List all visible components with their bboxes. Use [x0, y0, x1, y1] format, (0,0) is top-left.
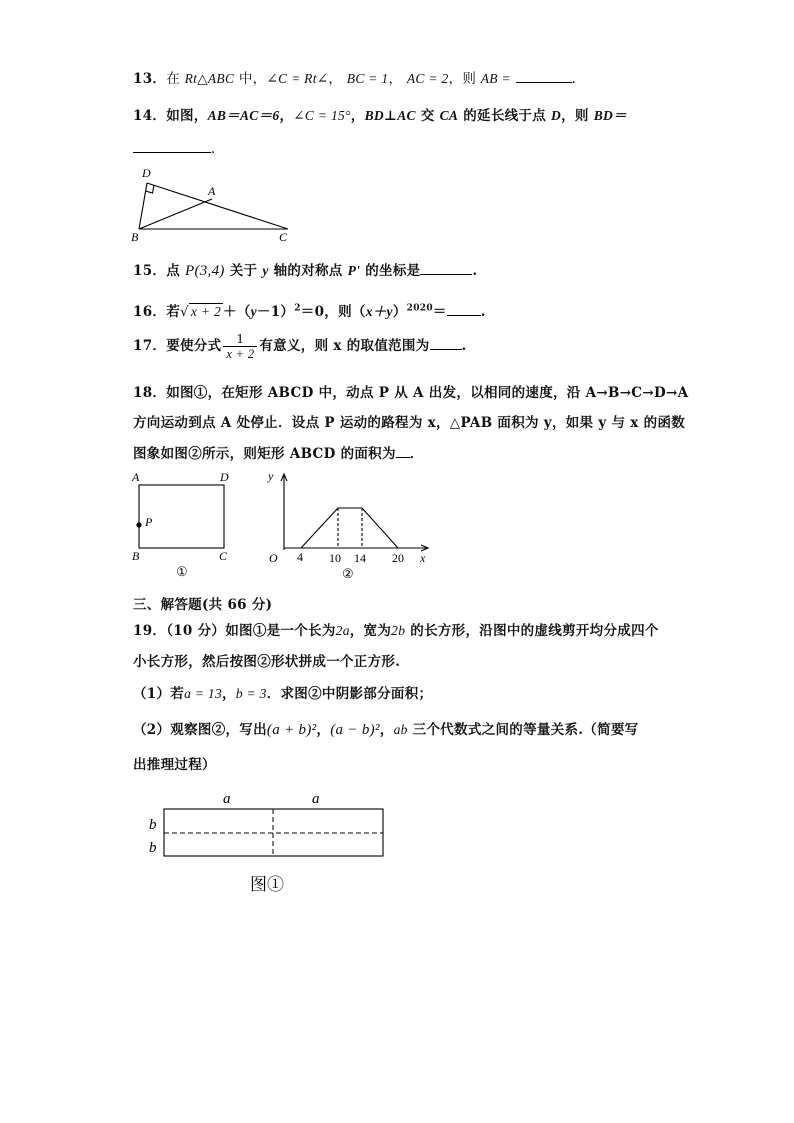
q14-label-c: C — [279, 230, 288, 244]
q18-axis-x-label: x — [420, 551, 426, 565]
q19-text-2: ，宽为 — [349, 623, 392, 639]
q14-text-4: 交 — [415, 108, 440, 124]
q19-text-1: 如图①是一个长为 — [225, 623, 336, 639]
q19-p2-expr-3: ab — [393, 722, 408, 737]
q13-number: 13． — [133, 71, 167, 87]
q18-tick-10: 10 — [329, 551, 341, 565]
q13-answer-blank[interactable] — [516, 70, 572, 83]
q13-text-5: ，则 — [448, 71, 481, 87]
q18-label-c: C — [219, 549, 228, 563]
question-19-part-2 — [133, 718, 638, 739]
q13-text-4: ， — [388, 71, 403, 87]
q13-end: . — [571, 71, 577, 87]
q16-number: 16． — [133, 304, 167, 320]
question-18-line-1 — [133, 381, 688, 401]
q18-line-1: 如图①，在矩形 ABCD 中，动点 P 从 A 出发，以相同的速度，沿 A→B→C→D→A — [166, 385, 689, 401]
q19-label-b-bottom: b — [149, 840, 157, 856]
q14-d: D — [551, 108, 562, 123]
q14-text-5: 的延长线于点 — [458, 108, 552, 124]
q14-ab-ac: AB＝AC＝6 — [207, 108, 280, 123]
q19-p2-expr-2: (a − b)² — [330, 722, 380, 738]
question-13 — [133, 67, 576, 87]
q18-figure-1 — [128, 468, 238, 583]
q17-text-1: 要使分式 — [166, 338, 222, 354]
q14-number: 14． — [133, 108, 167, 124]
q14-label-a: A — [208, 184, 216, 198]
question-18-line-3 — [133, 442, 424, 462]
q14-segment-db — [139, 183, 147, 229]
q14-text-3: ， — [350, 108, 365, 124]
q18-line-3: 图象如图②所示，则矩形 ABCD 的面积为 — [133, 446, 396, 462]
section-3-heading — [133, 593, 272, 613]
q18-axis-y-label: y — [268, 469, 274, 483]
q14-bd-perp: BD⊥AC — [364, 108, 416, 123]
q16-y: y — [250, 304, 257, 319]
q15-text-3: 轴的对称点 — [268, 263, 348, 279]
q14-label-b: B — [131, 230, 139, 244]
section-3-title: 三、解答题(共 66 分) — [133, 597, 273, 613]
q14-answer-line — [133, 140, 216, 157]
q15-y: y — [262, 263, 269, 278]
q19-2b: 2b — [391, 623, 406, 638]
q18-label-a: A — [132, 470, 140, 484]
question-16 — [133, 300, 486, 320]
q19-label-a-left: a — [223, 791, 231, 807]
question-14 — [133, 104, 627, 124]
q19-p2-text-a: （2）观察图②，写出 — [133, 722, 267, 738]
q15-text-2: 关于 — [224, 263, 263, 279]
q18-figure-2-graph — [262, 468, 434, 583]
q16-text-2: ＋（ — [223, 304, 251, 320]
q14-text-2: ， — [279, 108, 294, 124]
q18-line-2: 方向运动到点 A 处停止．设点 P 运动的路程为 x，△PAB 面积为 y，如果 y 与 x 的函数 — [133, 415, 686, 431]
q19-text-3: 的长方形，沿图中的虚线剪开均分成四个 — [405, 623, 659, 639]
q14-answer-blank[interactable] — [133, 140, 211, 153]
q16-text-6: ＝ — [432, 304, 447, 320]
q19-p2-expr-1: (a + b)² — [266, 722, 317, 738]
q17-denominator: x + 2 — [226, 347, 255, 361]
q18-label-d: D — [220, 470, 229, 484]
q14-label-d: D — [142, 166, 151, 180]
q18-answer-blank[interactable] — [396, 445, 410, 458]
q17-answer-blank[interactable] — [430, 337, 462, 350]
q14-end: . — [211, 141, 216, 157]
q15-answer-blank[interactable] — [420, 262, 472, 275]
q17-text-2: 有意义，则 x 的取值范围为 — [259, 338, 430, 354]
question-17 — [133, 331, 467, 362]
q17-fraction — [223, 331, 257, 362]
q18-tick-4: 4 — [297, 550, 303, 564]
q18-fig1-caption: ① — [176, 564, 188, 579]
q19-line-2: 小长方形，然后按图②形状拼成一个正方形. — [133, 654, 401, 670]
q18-label-p: P — [145, 515, 153, 529]
q13-triangle: Rt△ABC — [184, 71, 235, 86]
q16-text-4: ＝0，则（ — [300, 304, 366, 320]
q17-numerator: 1 — [223, 331, 257, 347]
q19-figure-caption: 图① — [250, 875, 284, 894]
q18-function-line — [301, 508, 398, 548]
q19-p1-b-value: b = 3 — [235, 686, 267, 701]
q14-triangle-figure — [128, 162, 303, 244]
q18-origin-label: O — [269, 551, 278, 565]
q16-x-plus-y: x＋y — [365, 304, 393, 319]
question-19-line-1 — [133, 619, 659, 639]
q13-text-2: 中， — [234, 71, 267, 87]
q16-exp-2: 2020 — [406, 303, 433, 314]
q16-sqrt: x + 2 — [190, 304, 222, 319]
q14-text-1: 如图， — [166, 108, 208, 124]
q19-number: 19． — [133, 623, 167, 639]
q19-label-a-right: a — [312, 791, 320, 807]
q19-p2-text-b: ， — [316, 722, 331, 738]
q19-p1-a-value: a = 13 — [184, 686, 223, 701]
q18-number: 18． — [133, 385, 167, 401]
question-19-line-2 — [133, 650, 400, 670]
q16-end: . — [480, 304, 486, 320]
q16-exp-1: 2 — [294, 303, 301, 314]
q14-segment-ba — [139, 199, 212, 229]
question-19-part-1 — [133, 682, 432, 702]
q18-fig2-caption: ② — [342, 566, 354, 581]
q16-text-3: －1） — [256, 304, 295, 320]
q18-tick-20: 20 — [392, 551, 404, 565]
q13-bc: BC = 1 — [346, 71, 389, 86]
q15-text-1: 点 — [166, 263, 185, 279]
q19-2a: 2a — [335, 623, 350, 638]
q19-p2-text-c: ， — [379, 722, 394, 738]
q13-ac: AC = 2 — [406, 71, 449, 86]
q19-p1-text-b: ， — [222, 686, 236, 702]
q13-angle: ∠C = Rt∠ — [266, 71, 329, 86]
q15-point: P(3,4) — [185, 263, 225, 279]
q16-answer-blank[interactable] — [447, 303, 481, 316]
q19-p1-text-c: ．求图②中阴影部分面积； — [266, 686, 433, 702]
q16-radical-sign: √ — [180, 304, 189, 320]
q18-label-b: B — [132, 549, 140, 563]
q14-angle: ∠C = 15° — [293, 108, 351, 123]
q14-ca: CA — [439, 108, 459, 123]
q19-p2-line-2: 出推理过程） — [133, 757, 216, 773]
q18-point-p — [136, 522, 141, 527]
q13-text-3: ， — [328, 71, 343, 87]
q16-text-1: 若 — [166, 304, 180, 320]
q15-number: 15． — [133, 263, 167, 279]
q15-text-4: 的坐标是 — [360, 263, 421, 279]
question-15 — [133, 259, 477, 280]
q17-number: 17． — [133, 338, 167, 354]
q13-text-1: 在 — [166, 71, 180, 87]
q14-segment-dc — [147, 183, 288, 229]
q19-label-b-top: b — [149, 817, 157, 833]
question-19-part-2-line-2 — [133, 753, 216, 773]
q15-end: . — [472, 263, 478, 279]
q18-end: ． — [409, 446, 424, 462]
q17-end: . — [461, 338, 467, 354]
q19-p2-text-d: 三个代数式之间的等量关系.（简要写 — [407, 722, 639, 738]
q15-p-prime: P' — [347, 263, 361, 278]
q14-text-6: ，则 — [561, 108, 594, 124]
q19-figure-1 — [140, 784, 400, 899]
q19-p1-text-a: （1）若 — [133, 686, 185, 702]
q18-tick-14: 14 — [354, 551, 366, 565]
q13-ab: AB = — [480, 71, 511, 86]
q14-bd: BD＝ — [593, 108, 627, 123]
question-18-line-2 — [133, 411, 685, 431]
q16-text-5: ） — [392, 304, 407, 320]
q19-score: （10 分） — [166, 623, 226, 639]
